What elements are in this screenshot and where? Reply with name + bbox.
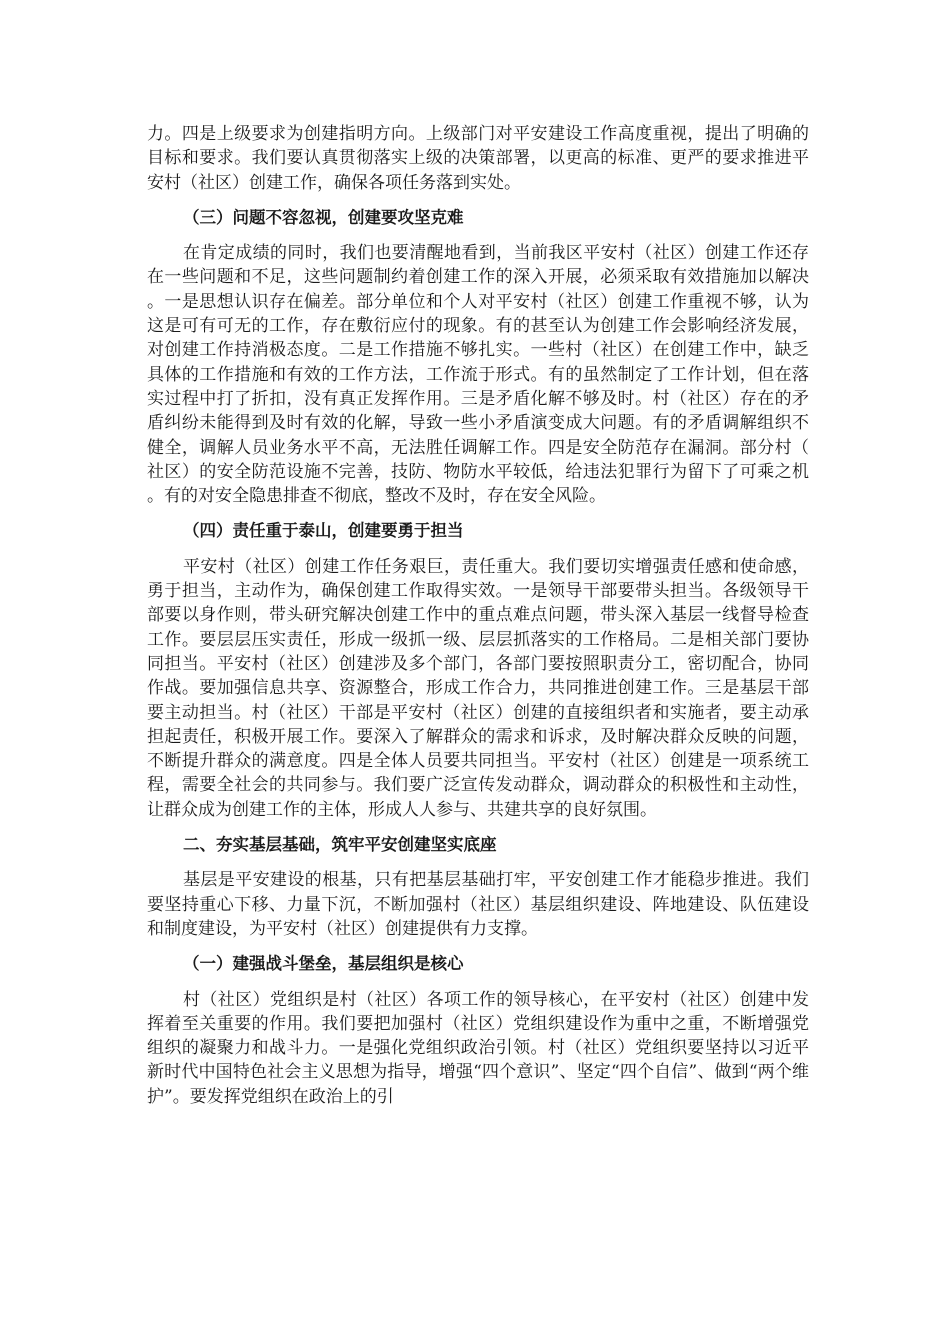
section-heading-3: （三）问题不容忽视，创建要攻坚克难 <box>183 207 464 227</box>
section-heading-4: （四）责任重于泰山，创建要勇于担当 <box>183 521 464 541</box>
paragraph-problems: 在肯定成绩的同时，我们也要清醒地看到，当前我区平安村（社区）创建工作还存在一些问题和不足，这些问题制约着创建工作的深入开展，必须采取有效措施加以解决。一是思想认识存在偏差。部分单位和个人对平安村（社区）创建工作重视不够，认为这是可有可无的工作，存在敷衍应付的现象。有的甚至认为创建工作会影响经济发展，对创建工作持消极态度。二是工作措施不够扎实。一些村（社区）在创建工作中，缺乏具体的工作措施和有效的工作方法，工作流于形式。有的虽然制定了工作计划，但在落实过程中打了折扣，没有真正发挥作用。三是矛盾化解不够及时。村（社区）存在的矛盾纠纷未能得到及时有效的化解，导致一些小矛盾演变成大问题。有的矛盾调解组织不健全，调解人员业务水平不高，无法胜任调解工作。四是安全防范存在漏洞。部分村（社区）的安全防范设施不完善，技防、物防水平较低，给违法犯罪行为留下了可乘之机。有的对安全隐患排查不彻底，整改不及时，存在安全风险。 <box>147 243 809 507</box>
paragraph-grassroots: 基层是平安建设的根基，只有把基层基础打牢，平安创建工作才能稳步推进。我们要坚持重心下移、力量下沉，不断加强村（社区）基层组织建设、阵地建设、队伍建设和制度建设，为平安村（社区）创建提供有力支撑。 <box>147 870 809 939</box>
paragraph-responsibility: 平安村（社区）创建工作任务艰巨，责任重大。我们要切实增强责任感和使命感，勇于担当，主动作为，确保创建工作取得实效。一是领导干部要带头担当。各级领导干部要以身作则，带头研究解决创建工作中的重点难点问题，带头深入基层一线督导检查工作。要层层压实责任，形成一级抓一级、层层抓落实的工作格局。二是相关部门要协同担当。平安村（社区）创建涉及多个部门，各部门要按照职责分工，密切配合，协同作战。要加强信息共享、资源整合，形成工作合力，共同推进创建工作。三是基层干部要主动担当。村（社区）干部是平安村（社区）创建的直接组织者和实施者，要主动承担起责任，积极开展工作。要深入了解群众的需求和诉求，及时解决群众反映的问题，不断提升群众的满意度。四是全体人员要共同担当。平安村（社区）创建是一项系统工程，需要全社会的共同参与。我们要广泛宣传发动群众，调动群众的积极性和主动性，让群众成为创建工作的主体，形成人人参与、共建共享的良好氛围。 <box>147 556 809 820</box>
chapter-heading-2: 二、夯实基层基础，筑牢平安创建坚实底座 <box>183 835 497 855</box>
document-page <box>147 122 809 1120</box>
section-heading-2-1: （一）建强战斗堡垒，基层组织是核心 <box>183 954 464 974</box>
paragraph-intro-tail: 力。四是上级要求为创建指明方向。上级部门对平安建设工作高度重视，提出了明确的目标和要求。我们要认真贯彻落实上级的决策部署，以更高的标准、更严的要求推进平安村（社区）创建工作，确保各项任务落到实处。 <box>147 124 809 193</box>
paragraph-party-organization: 村（社区）党组织是村（社区）各项工作的领导核心，在平安村（社区）创建中发挥着至关重要的作用。我们要把加强村（社区）党组织建设作为重中之重，不断增强党组织的凝聚力和战斗力。一是强化党组织政治引领。村（社区）党组织要坚持以习近平新时代中国特色社会主义思想为指导，增强“四个意识”、坚定“四个自信”、做到“两个维护”。要发挥党组织在政治上的引 <box>147 989 809 1107</box>
